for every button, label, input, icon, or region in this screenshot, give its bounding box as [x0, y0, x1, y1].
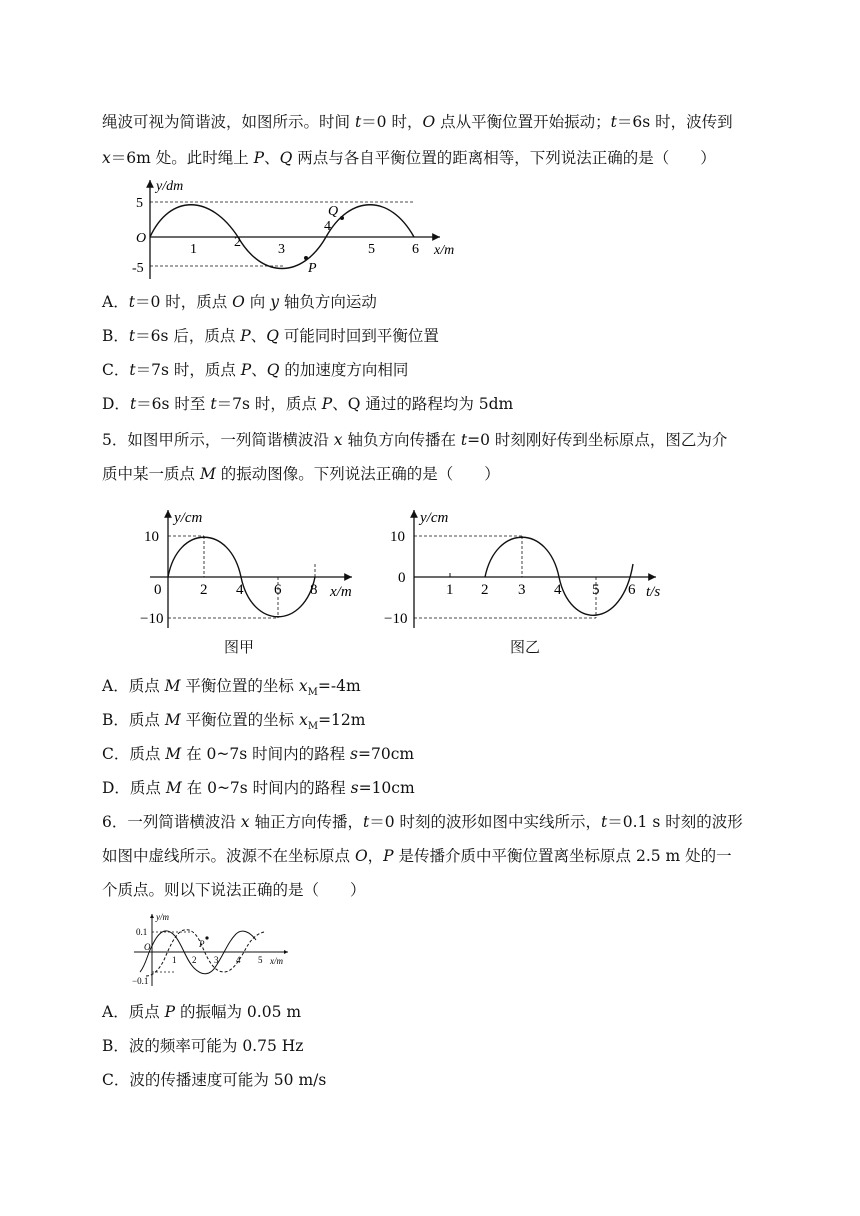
q4-origin: O — [136, 231, 147, 246]
q5a-y-label: y/cm — [174, 510, 203, 526]
q4-point-q — [340, 216, 344, 220]
q6-stem-line-1: 6．一列简谐横波沿 x 轴正方向传播，t＝0 时刻的波形如图中实线所示，t＝0.1 s 时刻的波形 — [102, 813, 743, 831]
q5-figure-a — [140, 504, 370, 634]
q5a-y-tick-10: 10 — [144, 529, 159, 545]
q5a-y-tick-neg10: −10 — [140, 611, 164, 627]
q4-x-tick-6: 6 — [412, 242, 419, 257]
q6-x-tick-4: 4 — [236, 955, 241, 965]
q4-y-tick-neg5: -5 — [132, 261, 144, 276]
q4-x-label: x/m — [434, 243, 455, 258]
q4-label-q: Q — [328, 204, 339, 219]
q5-option-c: C．质点 M 在 0~7s 时间内的路程 s=70cm — [102, 745, 415, 763]
q6-stem-line-2: 如图中虚线所示。波源不在坐标原点 O，P 是传播介质中平衡位置离坐标原点 2.5 m 处的一 — [102, 847, 732, 865]
q6-option-a: A．质点 P 的振幅为 0.05 m — [102, 1003, 302, 1021]
q4-option-a: A．t＝0 时，质点 O 向 y 轴负方向运动 — [102, 293, 377, 311]
q5b-y-tick-0: 0 — [398, 570, 406, 586]
q5-stem-line-1: 5．如图甲所示，一列简谐横波沿 x 轴负方向传播在 t=0 时刻刚好传到坐标原点，图乙为介 — [102, 431, 728, 449]
q4-x-tick-3: 3 — [278, 242, 285, 257]
q4-option-c: C．t＝7s 时，质点 P、Q 的加速度方向相同 — [102, 361, 409, 379]
q5b-x-tick-4: 4 — [554, 582, 562, 598]
q6-option-b: B．波的频率可能为 0.75 Hz — [102, 1037, 304, 1055]
q6-wave-figure — [132, 910, 302, 990]
q4-y-tick-5: 5 — [136, 196, 143, 211]
q6-x-tick-1: 1 — [172, 955, 177, 965]
q6-y-tick-neg: −0.1 — [132, 976, 149, 986]
q5-figure-b — [378, 504, 668, 634]
q5-option-d: D．质点 M 在 0~7s 时间内的路程 s=10cm — [102, 779, 415, 797]
q4-label-p: P — [308, 261, 317, 276]
q5a-x-tick-4: 4 — [236, 582, 244, 598]
q5a-x-tick-0: 0 — [154, 582, 162, 598]
q4-stem-line-2: x＝6m 处。此时绳上 P、Q 两点与各自平衡位置的距离相等，下列说法正确的是（ ） — [102, 149, 716, 167]
q5a-x-tick-6: 6 — [274, 582, 282, 598]
q4-wave-figure — [130, 174, 470, 284]
q5a-x-tick-2: 2 — [200, 582, 208, 598]
q5a-x-label: x/m — [330, 584, 352, 600]
q6-dashed-wave — [146, 930, 264, 976]
q5b-x-tick-2: 2 — [481, 582, 489, 598]
q6-y-label: y/m — [156, 912, 169, 922]
q4-x-tick-2: 2 — [234, 235, 241, 250]
q5b-x-tick-1: 1 — [446, 582, 454, 598]
q5b-x-tick-3: 3 — [518, 582, 526, 598]
q4-x-tick-1: 1 — [190, 242, 197, 257]
q6-x-tick-5: 5 — [258, 955, 263, 965]
q4-stem-line-1: 绳波可视为简谐波，如图所示。时间 t＝0 时，O 点从平衡位置开始振动；t＝6s 时，波传到 — [102, 113, 733, 131]
q5b-y-label: y/cm — [420, 510, 449, 526]
q5a-x-tick-8: 8 — [310, 582, 318, 598]
q5b-x-label: t/s — [646, 584, 661, 600]
q5b-x-tick-6: 6 — [628, 582, 636, 598]
q5-option-a: A．质点 M 平衡位置的坐标 $x_M=-4m$ — [102, 677, 361, 699]
q6-y-tick-pos: 0.1 — [136, 927, 148, 937]
q4-point-p — [304, 256, 308, 260]
q4-x-tick-4: 4 — [324, 219, 331, 234]
q5b-y-tick-neg10: −10 — [384, 611, 408, 627]
q5-option-b: B．质点 M 平衡位置的坐标 $x_M=12m$ — [102, 711, 366, 733]
q6-x-tick-3: 3 — [214, 955, 219, 965]
q5b-x-tick-5: 5 — [592, 582, 600, 598]
q6-x-tick-2: 2 — [192, 955, 197, 965]
q5b-y-tick-10: 10 — [390, 529, 405, 545]
q6-point-p — [205, 936, 208, 939]
q5b-wave-curve — [485, 537, 633, 615]
q6-origin: O — [144, 942, 151, 952]
q6-x-label: x/m — [270, 956, 283, 966]
q5-caption-a: 图甲 — [224, 638, 255, 656]
q4-option-d: D．t＝6s 时至 t＝7s 时，质点 P、Q 通过的路程均为 5dm — [102, 395, 514, 413]
q5-stem-line-2: 质中某一质点 M 的振动图像。下列说法正确的是（ ） — [102, 465, 500, 483]
q5-caption-b: 图乙 — [510, 638, 541, 656]
q4-x-tick-5: 5 — [368, 242, 375, 257]
q6-stem-line-3: 个质点。则以下说法正确的是（ ） — [102, 881, 366, 899]
q6-option-c: C．波的传播速度可能为 50 m/s — [102, 1071, 327, 1089]
q6-label-p: P — [199, 939, 205, 949]
q4-y-label: y/dm — [156, 179, 184, 194]
q4-option-b: B．t＝6s 后，质点 P、Q 可能同时回到平衡位置 — [102, 327, 439, 345]
